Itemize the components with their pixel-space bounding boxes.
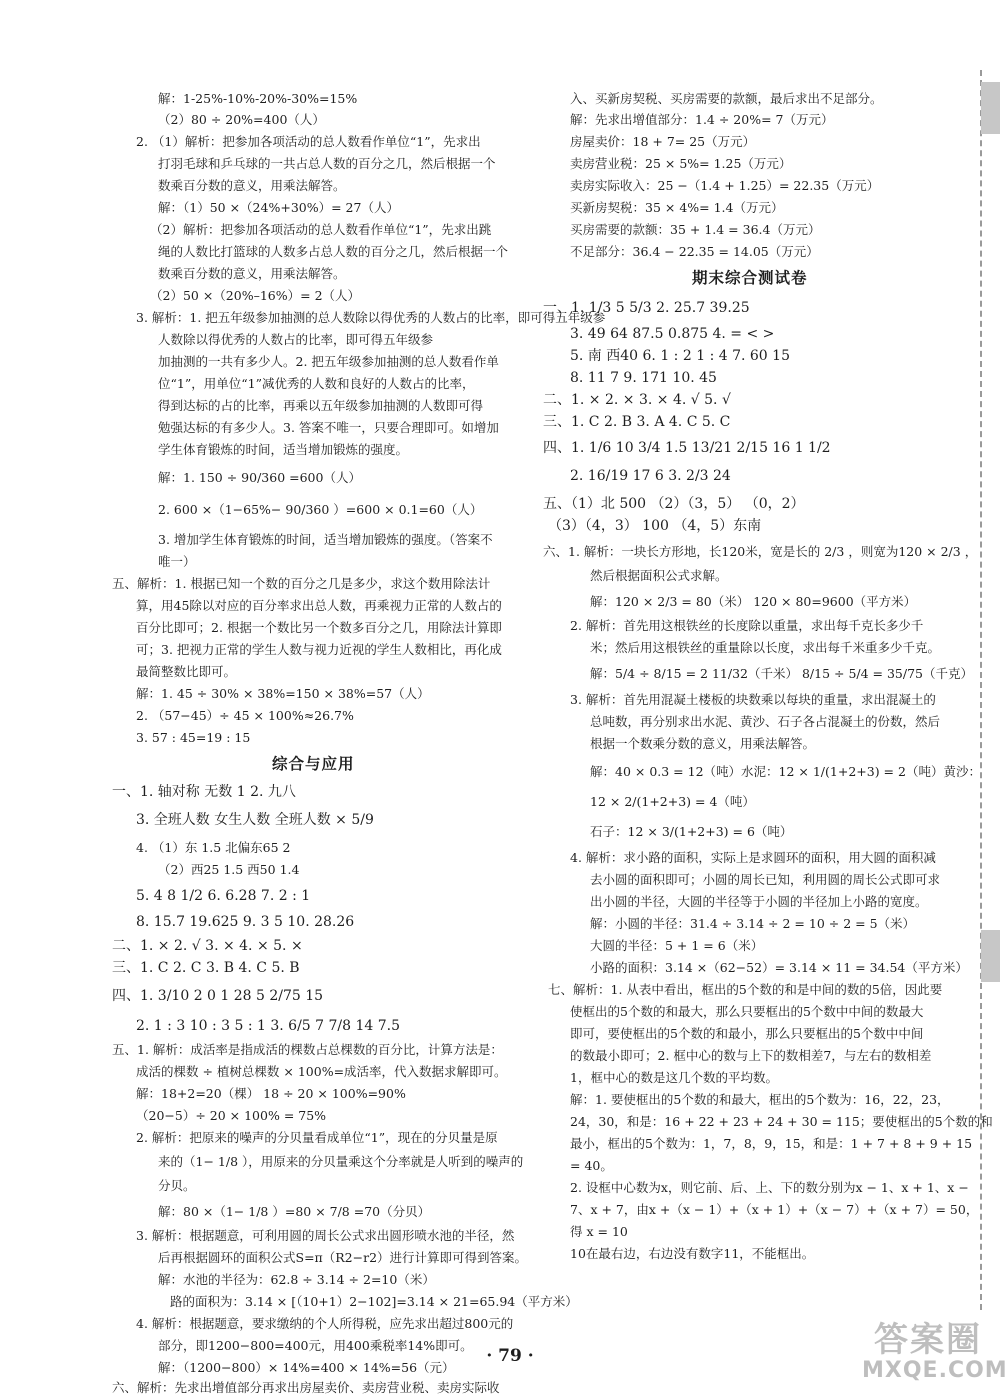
- text-line: 解：小圆的半径：31.4 ÷ 3.14 ÷ 2 = 10 ÷ 2 = 5（米）: [590, 916, 916, 931]
- text-line: 不足部分：36.4 − 22.35 = 14.05（万元）: [570, 244, 819, 259]
- text-line: 解：1. 150 ÷ 90/360 =600（人）: [158, 470, 361, 485]
- text-line: 3. 增加学生体育锻炼的时间，适当增加锻炼的强度。（答案不: [158, 532, 493, 547]
- text-line: 解：先求出增值部分：1.4 ÷ 20%= 7（万元）: [570, 112, 834, 127]
- text-line: 2. 解析：把原来的噪声的分贝量看成单位“1”，现在的分贝量是原: [136, 1130, 498, 1145]
- text-line: 三、1. C 2. C 3. B 4. C 5. B: [112, 960, 300, 976]
- text-line: 数乘百分数的意义，用乘法解答。: [158, 178, 346, 193]
- text-line: （2）50 ×（20%–16%）= 2（人）: [150, 288, 361, 303]
- text-line: 24，30，和是：16 + 22 + 23 + 24 + 30 = 115；要使框出的5个数的和: [570, 1114, 993, 1129]
- text-line: 去小圆的面积即可；小圆的周长已知，利用圆的周长公式即可求: [590, 872, 941, 887]
- text-line: 百分比即可；2. 根据一个数比另一个数多百分之几，用除法计算即: [136, 620, 502, 635]
- watermark-en-text: MXQE.COM: [862, 1358, 1008, 1383]
- text-line: 解：（1）50 ×（24%+30%）= 27（人）: [158, 200, 399, 215]
- text-line: （2）80 ÷ 20%=400（人）: [158, 112, 325, 127]
- text-line: 绳的人数比打篮球的人数多占总人数的百分之几，然后根据一个: [158, 244, 509, 259]
- text-line: 2. 1 : 3 10 : 3 5 : 1 3. 6/5 7 7/8 14 7.5: [136, 1018, 401, 1034]
- text-line: 六、解析：先求出增值部分再求出房屋卖价、卖房营业税、卖房实际收: [112, 1380, 500, 1395]
- text-line: 得到达标的占的比率，再乘以五年级参加抽测的人数即可得: [158, 398, 484, 413]
- text-line: 解：1-25%-10%-20%-30%=15%: [158, 91, 358, 106]
- text-line: 然后根据面积公式求解。: [590, 568, 728, 583]
- text-line: 3. 解析：1. 把五年级参加抽测的总人数除以得优秀的人数占的比率，即可得五年级参: [136, 310, 606, 325]
- text-line: 3. 全班人数 女生人数 全班人数 × 5/9: [136, 812, 374, 828]
- text-line: 勉强达标的有多少人。3. 答案不唯一，只要合理即可。如增加: [158, 420, 499, 435]
- text-line: 二、1. × 2. √ 3. × 4. × 5. ×: [112, 938, 303, 954]
- text-line: 解：1. 要使框出的5个数的和最大，框出的5个数为：16，22，23，: [570, 1092, 950, 1107]
- text-line: 一、1. 1/3 5 5/3 2. 25.7 39.25: [543, 300, 750, 316]
- text-line: 成活的棵数 ÷ 植树总棵数 × 100%=成活率，代入数据求解即可。: [136, 1064, 507, 1079]
- text-line: 解：40 × 0.3 = 12（吨）水泥：12 × 1/(1+2+3) = 2（吨）黄沙：: [590, 764, 981, 779]
- text-line: 米；然后用这根铁丝的重量除以长度，求出每千米重多少千克。: [590, 640, 941, 655]
- text-line: 根据一个数乘分数的意义，用乘法解答。: [590, 736, 816, 751]
- text-line: 二、1. × 2. × 3. × 4. √ 5. √: [543, 392, 731, 408]
- text-line: 大圆的半径：5 + 1 = 6（米）: [590, 938, 764, 953]
- text-line: 部分，即1200−800=400元，用400乘税率14%即可。: [158, 1338, 473, 1353]
- text-line: 解：（1200−800）× 14%=400 × 14%=56（元）: [158, 1360, 455, 1375]
- text-line: 卖房实际收入：25 −（1.4 + 1.25）= 22.35（万元）: [570, 178, 880, 193]
- text-line: （2）西25 1.5 西50 1.4: [158, 862, 300, 877]
- text-line: 学生体育锻炼的时间，适当增加锻炼的强度。: [158, 442, 409, 457]
- section-heading: 期末综合测试卷: [692, 269, 808, 287]
- text-line: 数乘百分数的意义，用乘法解答。: [158, 266, 346, 281]
- text-line: 位“1”，用单位“1”减优秀的人数和良好的人数占的比率，: [158, 376, 475, 391]
- text-line: 总吨数，再分别求出水泥、黄沙、石子各占混凝土的份数，然后: [590, 714, 941, 729]
- text-line: 最简整数比即可。: [136, 664, 237, 679]
- text-line: 可；3. 把视力正常的学生人数与视力近视的学生人数相比，再化成: [136, 642, 502, 657]
- text-line: 房屋卖价：18 + 7= 25（万元）: [570, 134, 756, 149]
- text-line: 2. 解析：首先用这根铁丝的长度除以重量，求出每千克长多少千: [570, 618, 924, 633]
- text-line: 3. 解析：首先用混凝土楼板的块数乘以每块的重量，求出混凝土的: [570, 692, 936, 707]
- text-line: 五、1. 解析：成活率是指成活的棵数占总棵数的百分比，计算方法是：: [112, 1042, 503, 1057]
- text-line: 2. 设框中心数为x，则它前、后、上、下的数分别为x − 1、x + 1、x −: [570, 1180, 969, 1195]
- text-line: 解：1. 45 ÷ 30% × 38%=150 × 38%=57（人）: [136, 686, 430, 701]
- text-line: 四、1. 3/10 2 0 1 28 5 2/75 15: [112, 988, 324, 1004]
- text-line: 出小圆的半径，大圆的半径等于小圆的半径加上小路的宽度。: [590, 894, 928, 909]
- text-line: 石子：12 × 3/(1+2+3) = 6（吨）: [590, 824, 793, 839]
- text-line: 8. 11 7 9. 171 10. 45: [570, 370, 717, 386]
- text-line: 入、买新房契税、买房需要的款额，最后求出不足部分。: [570, 91, 883, 106]
- text-line: 小路的面积：3.14 ×（62−52）= 3.14 × 11 = 34.54（平方米）: [590, 960, 968, 975]
- text-line: （20−5）÷ 20 × 100% = 75%: [136, 1108, 327, 1123]
- text-line: 五、解析：1. 根据已知一个数的百分之几是多少，求这个数用除法计: [112, 576, 491, 591]
- text-line: 2. （1）解析：把参加各项活动的总人数看作单位“1”，先求出: [136, 134, 481, 149]
- text-line: 7、x + 7，由x +（x − 1）+（x + 1）+（x − 7）+（x + 7）= 50，: [570, 1202, 979, 1217]
- text-line: 解：80 ×（1− 1/8 ）=80 × 7/8 =70（分贝）: [158, 1204, 431, 1219]
- page-number: · 79 ·: [486, 1346, 534, 1366]
- cut-line-divider: [980, 70, 982, 1310]
- text-line: 四、1. 1/6 10 3/4 1.5 13/21 2/15 16 1 1/2: [543, 440, 831, 456]
- text-line: （2）解析：把参加各项活动的总人数看作单位“1”，先求出跳: [150, 222, 492, 237]
- text-line: 五、（1）北 500 （2）（3，5） （0，2）: [543, 496, 805, 512]
- edge-tab-marker: [981, 82, 1000, 134]
- text-line: 4. 解析：根据题意，要求缴纳的个人所得税，应先求出超过800元的: [136, 1316, 514, 1331]
- section-heading: 综合与应用: [272, 755, 355, 773]
- text-line: 一、1. 轴对称 无数 1 2. 九八: [112, 784, 296, 800]
- text-line: 来的（1− 1/8 ），用原来的分贝量乘这个分率就是人听到的噪声的: [158, 1154, 524, 1169]
- text-line: 人数除以得优秀的人数占的比率，即可得五年级参: [158, 332, 434, 347]
- text-line: 12 × 2/(1+2+3) = 4（吨）: [590, 794, 755, 809]
- text-line: 后再根据圆环的面积公式S=π（R2−r2）进行计算即可得到答案。: [158, 1250, 528, 1265]
- edge-tab-marker: [981, 930, 1000, 982]
- text-line: 解：120 × 2/3 = 80（米） 120 × 80=9600（平方米）: [590, 594, 917, 609]
- text-line: 卖房营业税：25 × 5%= 1.25（万元）: [570, 156, 792, 171]
- text-line: 三、1. C 2. B 3. A 4. C 5. C: [543, 414, 731, 430]
- text-line: 1，框中心的数是这几个数的平均数。: [570, 1070, 778, 1085]
- text-line: 解：18+2=20（棵） 18 ÷ 20 × 100%=90%: [136, 1086, 406, 1101]
- text-line: 3. 解析：根据题意，可利用圆的周长公式求出圆形喷水池的半径，然: [136, 1228, 515, 1243]
- text-line: 最小，框出的5个数为：1，7，8，9，15，和是：1 + 7 + 8 + 9 + 15: [570, 1136, 973, 1151]
- text-line: 七、解析：1. 从表中看出，框出的5个数的和是中间的数的5倍，因此要: [548, 982, 943, 997]
- text-line: 10在最右边，右边没有数字11，不能框出。: [570, 1246, 815, 1261]
- text-line: 买新房契税：35 × 4%= 1.4（万元）: [570, 200, 784, 215]
- text-line: （3）（4，3） 100 （4，5）东南: [548, 518, 762, 534]
- text-line: 5. 南 西40 6. 1 : 2 1 : 4 7. 60 15: [570, 348, 790, 364]
- text-line: 使框出的5个数的和最大，那么只要框出的5个数中中间的数最大: [570, 1004, 924, 1019]
- text-line: 分贝。: [158, 1178, 196, 1193]
- watermark-logo: [862, 1310, 1008, 1394]
- text-line: 3. 49 64 87.5 0.875 4. = < >: [570, 326, 775, 342]
- text-line: 的数最小即可；2. 框中心的数与上下的数相差7，与左右的数相差: [570, 1048, 932, 1063]
- text-line: 路的面积为：3.14 × [（10+1）2−102]=3.14 × 21=65.94（平方米）: [170, 1294, 578, 1309]
- text-line: 4. （1）东 1.5 北偏东65 2: [136, 840, 291, 855]
- text-line: 即可，要使框出的5个数的和最小，那么只要框出的5个数中中间: [570, 1026, 924, 1041]
- text-line: 六、1. 解析：一块长方形地，长120米，宽是长的 2/3 ，则宽为120 × 2/3 ，: [543, 544, 978, 559]
- text-line: 得 x = 10: [570, 1224, 628, 1239]
- text-line: 2. 600 ×（1−65%− 90/360 ）=600 × 0.1=60（人）: [158, 502, 483, 517]
- text-line: 算，用45除以对应的百分率求出总人数，再乘视力正常的人数占的: [136, 598, 502, 613]
- watermark-cn-text: 答案圈: [874, 1320, 982, 1360]
- text-line: 2. （57−45）÷ 45 × 100%≈26.7%: [136, 708, 354, 723]
- text-line: 加抽测的一共有多少人。2. 把五年级参加抽测的总人数看作单: [158, 354, 499, 369]
- text-line: 打羽毛球和乒乓球的一共占总人数的百分之几，然后根据一个: [158, 156, 496, 171]
- text-line: 5. 4 8 1/2 6. 6.28 7. 2 : 1: [136, 888, 311, 904]
- text-line: 唯一）: [158, 554, 196, 569]
- text-line: 解：水池的半径为：62.8 ÷ 3.14 ÷ 2=10（米）: [158, 1272, 435, 1287]
- text-line: = 40。: [570, 1158, 613, 1173]
- text-line: 4. 解析：求小路的面积，实际上是求圆环的面积，用大圆的面积减: [570, 850, 936, 865]
- text-line: 2. 16/19 17 6 3. 2/3 24: [570, 468, 731, 484]
- text-line: 解：5/4 ÷ 8/15 = 2 11/32（千米） 8/15 ÷ 5/4 = 35/75（千克）: [590, 666, 974, 681]
- text-line: 8. 15.7 19.625 9. 3 5 10. 28.26: [136, 914, 355, 930]
- text-line: 买房需要的款额：35 + 1.4 = 36.4（万元）: [570, 222, 821, 237]
- text-line: 3. 57 : 45=19 : 15: [136, 730, 251, 745]
